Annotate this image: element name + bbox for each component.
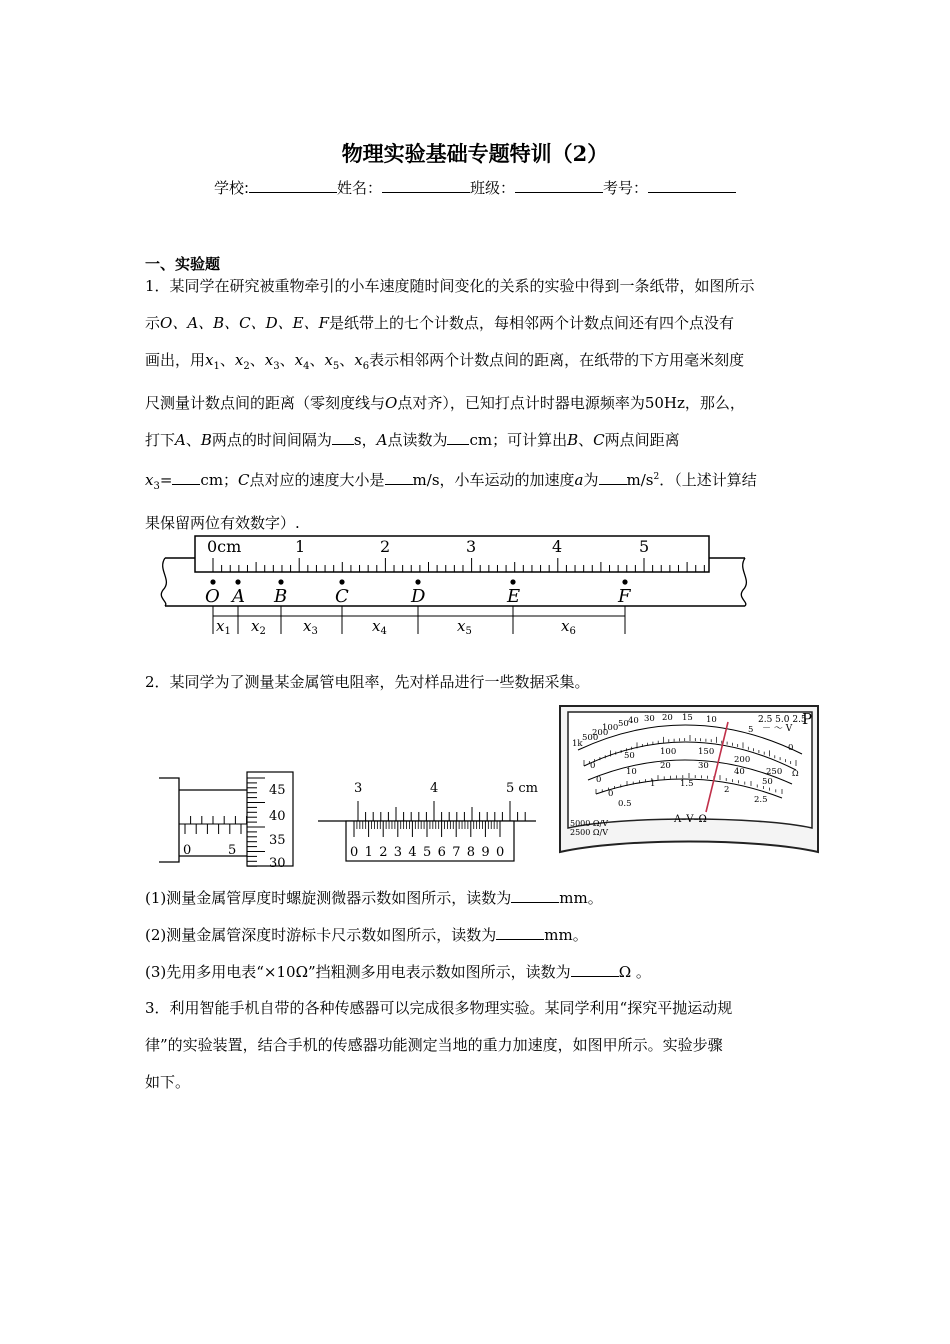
answer-blank[interactable]	[496, 924, 544, 940]
ruler-label: 0cm	[207, 537, 242, 556]
exam-no-blank[interactable]	[648, 178, 736, 193]
ohm-scale-label: 1k	[572, 739, 583, 749]
multimeter-figure	[556, 702, 822, 862]
q1-line: 打下A、B两点的时间间隔为 s，A点读数为 cm；可计算出B、C两点间距离	[145, 431, 680, 449]
meter-range-symbols: － ～ V	[762, 724, 793, 734]
answer-blank[interactable]	[172, 469, 200, 485]
thimble-label: 40	[269, 809, 286, 824]
tape-point-label: E	[507, 586, 521, 607]
meter-p-label: P	[802, 710, 813, 728]
mid-scale-label: 0	[590, 761, 596, 771]
ruler-label: 4	[552, 537, 563, 556]
tape-point-label: C	[335, 586, 349, 607]
q2-item-1: (1)测量金属管厚度时螺旋测微器示数如图所示，读数为 mm。	[145, 889, 603, 907]
caliper-main-label: 4	[430, 781, 439, 796]
answer-blank[interactable]	[447, 429, 469, 445]
vernier-label: 2	[379, 845, 388, 860]
meter-omega-label: Ω	[792, 769, 799, 778]
ohm-scale-label: 20	[662, 713, 673, 723]
low-scale-label: 2.5	[754, 795, 768, 805]
segment-label: $x_4$	[372, 617, 387, 637]
student-info-fields	[0, 177, 950, 198]
ruler-label: 5	[639, 537, 650, 556]
ohm-scale-label: 30	[644, 714, 655, 724]
vernier-label: 3	[393, 845, 403, 860]
micrometer-figure	[155, 770, 305, 870]
segment-label: $x_1$	[216, 617, 231, 637]
mid-scale-label: 50	[624, 751, 635, 761]
class-label: 班级：	[470, 179, 516, 197]
name-label: 姓名：	[337, 179, 383, 197]
low-scale-label: 0	[608, 789, 614, 799]
name-blank[interactable]	[382, 178, 470, 193]
ohm-scale-label: 100	[602, 723, 619, 733]
paper-tape-figure	[155, 530, 755, 640]
vernier-caliper-figure	[318, 778, 543, 868]
vernier-label: 0	[496, 845, 505, 860]
thimble-label: 35	[269, 833, 286, 848]
tape-point-label: A	[232, 586, 245, 607]
thimble-label: 30	[269, 856, 286, 870]
school-blank[interactable]	[249, 178, 337, 193]
q1-line: 1．某同学在研究被重物牵引的小车速度随时间变化的关系的实验中得到一条纸带，如图所示	[145, 277, 755, 295]
mid2-scale-label: 30	[698, 761, 709, 771]
mid2-scale-label: 20	[660, 761, 671, 771]
low-scale-label: 0.5	[618, 799, 632, 809]
sleeve-label: 5	[228, 843, 237, 858]
q3-line: 3．利用智能手机自带的各种传感器可以完成很多物理实验。某同学利用“探究平抛运动规	[145, 999, 733, 1017]
q1-line: 果保留两位有效数字）.	[145, 514, 300, 532]
mid-scale-label: 150	[698, 747, 715, 757]
question-3	[145, 990, 825, 1101]
caliper-main-label: 3	[354, 781, 363, 796]
ohm-scale-label: 15	[682, 713, 693, 723]
segment-label: $x_2$	[251, 617, 266, 637]
answer-blank[interactable]	[571, 961, 619, 977]
tape-point-label: O	[205, 586, 220, 607]
mid2-scale-label: 50	[762, 777, 773, 787]
question-2-intro: 2．某同学为了测量某金属管电阻率，先对样品进行一些数据采集。	[145, 673, 590, 691]
thimble-label: 45	[269, 783, 286, 798]
answer-blank[interactable]	[599, 469, 627, 485]
ruler-label: 2	[380, 537, 391, 556]
ruler-label: 3	[466, 537, 477, 556]
question-1	[145, 268, 825, 542]
q3-line: 如下。	[145, 1073, 191, 1091]
caliper-main-label: 5 cm	[506, 781, 539, 796]
vernier-label: 6	[437, 845, 446, 860]
q2-item-2: (2)测量金属管深度时游标卡尺示数如图所示，读数为 mm。	[145, 926, 588, 944]
low-scale-label: 1.5	[680, 779, 694, 789]
mid-scale-label: 100	[660, 747, 677, 757]
vernier-label: 4	[408, 845, 417, 860]
ruler-label: 1	[295, 537, 306, 556]
mid2-scale-label: 40	[734, 767, 745, 777]
ohm-scale-label: 0	[788, 743, 794, 753]
vernier-label: 1	[364, 845, 373, 860]
vernier-label: 8	[466, 845, 476, 860]
meter-sensitivity-label: 2500 Ω/V	[570, 828, 609, 837]
ohm-scale-label: 40	[628, 716, 639, 726]
ohm-scale-label: 5	[748, 725, 754, 735]
question-2-items	[145, 880, 825, 991]
vernier-label: 5	[423, 845, 432, 860]
ohm-scale-label: 200	[592, 728, 609, 738]
tape-point-label: B	[274, 586, 288, 607]
q2-item-3: (3)先用多用电表“×10Ω”挡粗测多用电表示数如图所示，读数为 Ω 。	[145, 963, 651, 981]
q1-line: $x_3=$ cm；C点对应的速度大小是 m/s，小车运动的加速度a为 $m/s^2$．（上述计算结	[145, 471, 757, 492]
q3-line: 律”的实验装置，结合手机的传感器功能测定当地的重力加速度，如图甲所示。实验步骤	[145, 1036, 723, 1054]
exam-no-label: 考号：	[603, 179, 649, 197]
segment-label: $x_3$	[303, 617, 318, 637]
mid-scale-label: 250	[766, 767, 783, 777]
mid2-scale-label: 0	[596, 775, 602, 785]
low-scale-label: 1	[650, 779, 656, 789]
q1-line: 尺测量计数点间的距离（零刻度线与O点对齐），已知打点计时器电源频率为50Hz，那么，	[145, 394, 745, 412]
ohm-scale-label: 10	[706, 715, 717, 725]
section-title: 一、实验题	[145, 255, 221, 273]
q1-line: 画出，用$x_1$、$x_2$、$x_3$、$x_4$、$x_5$、$x_6$表示相邻两个计数点间的距离，在纸带的下方用毫米刻度	[145, 351, 745, 372]
q1-line: 示O、A、B、C、D、E、F是纸带上的七个计数点，每相邻两个计数点间还有四个点没有	[145, 314, 735, 332]
vernier-label: 7	[452, 845, 461, 860]
answer-blank[interactable]	[511, 887, 559, 903]
tape-point-label: D	[411, 586, 426, 607]
sleeve-label: 0	[183, 843, 192, 858]
meter-avo-label: A–V–Ω	[674, 814, 707, 825]
class-blank[interactable]	[515, 178, 603, 193]
ohm-scale-label: 500	[582, 733, 599, 743]
answer-blank[interactable]	[332, 429, 354, 445]
ohm-scale-label: 50	[618, 719, 629, 729]
segment-label: $x_5$	[457, 617, 472, 637]
vernier-label: 0	[350, 845, 359, 860]
mid2-scale-label: 10	[626, 767, 637, 777]
tape-point-label: F	[618, 586, 631, 607]
mid-scale-label: 200	[734, 755, 751, 765]
school-label: 学校:	[213, 179, 249, 197]
meter-sensitivity-label: 5000 Ω/V	[570, 819, 609, 828]
segment-label: $x_6$	[561, 617, 576, 637]
answer-blank[interactable]	[385, 469, 413, 485]
low-scale-label: 2	[724, 785, 730, 795]
page-title: 物理实验基础专题特训（2）	[341, 141, 609, 166]
vernier-label: 9	[481, 845, 490, 860]
meter-range-label: 2.5 5.0 2.5	[758, 715, 807, 725]
